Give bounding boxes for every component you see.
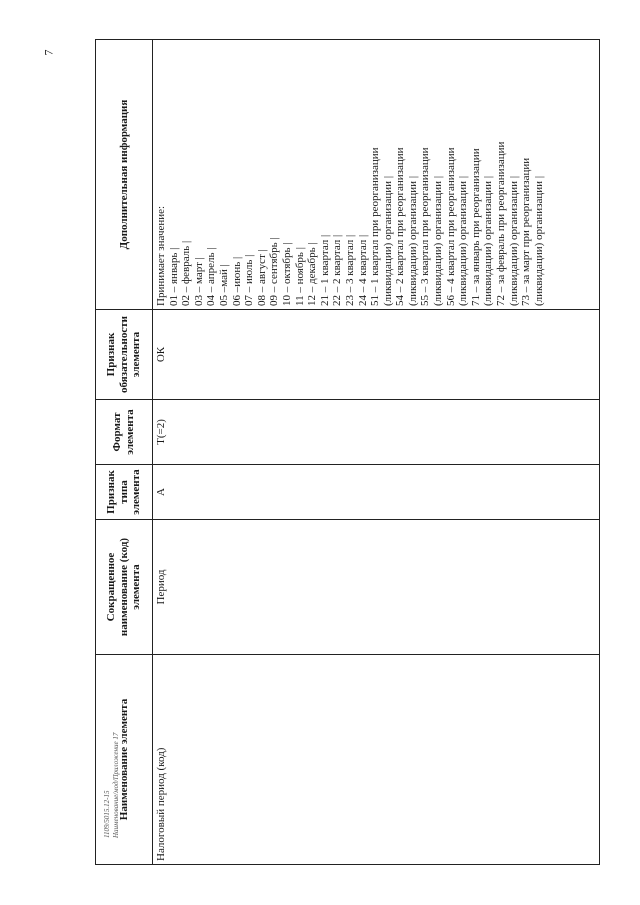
info-option: 12 – декабрь | <box>306 242 319 306</box>
cell-additional-info <box>153 40 600 310</box>
info-option: 05 –май | <box>217 264 230 306</box>
cell-type: А <box>153 465 600 520</box>
header-element-name: Наименование элемента <box>96 655 153 865</box>
info-option: 11 – ноябрь | <box>293 247 306 306</box>
info-options-list <box>168 43 546 306</box>
cell-short-name: Период <box>153 520 600 655</box>
info-option: 10 – октябрь | <box>280 242 293 306</box>
info-option: 56 – 4 квартал при реорганизации <box>444 147 457 306</box>
info-option: 22 – 2 квартал | <box>331 234 344 306</box>
header-additional-info: Дополнительная информация <box>96 40 153 310</box>
info-option: 07 – июль | <box>243 254 256 306</box>
info-intro: Принимает значение: <box>155 205 167 306</box>
stamp-line-2: Наименование/мод/Приложение 17 <box>112 732 120 838</box>
info-option: 51 – 1 квартал при реорганизации <box>369 147 382 306</box>
info-option: (ликвидации) организации | <box>457 175 470 306</box>
info-option: 73 – за март при реорганизации <box>520 157 533 306</box>
header-format: Формат элемента <box>96 400 153 465</box>
info-option: (ликвидации) организации | <box>381 175 394 306</box>
info-option: 09 – сентябрь | <box>268 237 281 306</box>
info-option: (ликвидации) организации | <box>532 175 545 306</box>
info-option: 24 – 4 квартал | <box>356 234 369 306</box>
cell-element-name: Налоговый период (код) <box>153 655 600 865</box>
info-option: 23 – 3 квартал | <box>343 234 356 306</box>
info-option: 54 – 2 квартал при реорганизации <box>394 147 407 306</box>
page-number: 7 <box>41 49 56 56</box>
document-stamp <box>103 698 121 838</box>
info-option: 02 – февраль | <box>180 240 193 306</box>
cell-required: ОК <box>153 310 600 400</box>
cell-format: T(=2) <box>153 400 600 465</box>
info-option: (ликвидации) организации | <box>507 175 520 306</box>
info-option: 01 – январь | <box>167 247 180 306</box>
info-option: (ликвидации) организации | <box>482 175 495 306</box>
info-option: 08 – август | <box>255 249 268 306</box>
info-option: 55 – 3 квартал при реорганизации <box>419 147 432 306</box>
info-option: (ликвидации) организации | <box>406 175 419 306</box>
info-option: 21 – 1 квартал | <box>318 234 331 306</box>
table-row <box>153 40 600 865</box>
header-required: Признак обязательности элемента <box>96 310 153 400</box>
info-option: 72 – за февраль при реорганизации <box>495 141 508 306</box>
header-short-name: Сокращенное наименование (код) элемента <box>96 520 153 655</box>
info-option: 03 – март | <box>192 257 205 306</box>
stamp-line-1: 1109/5015.12-15 <box>103 790 111 838</box>
rotated-table-wrapper <box>95 40 600 865</box>
header-type: Признак типа элемента <box>96 465 153 520</box>
info-option: 06 –июнь | <box>230 256 243 306</box>
element-spec-table <box>95 39 600 865</box>
info-option: 71 – за январь при реорганизации <box>469 148 482 306</box>
info-option: (ликвидации) организации | <box>432 175 445 306</box>
info-option: 04 – апрель | <box>205 247 218 306</box>
